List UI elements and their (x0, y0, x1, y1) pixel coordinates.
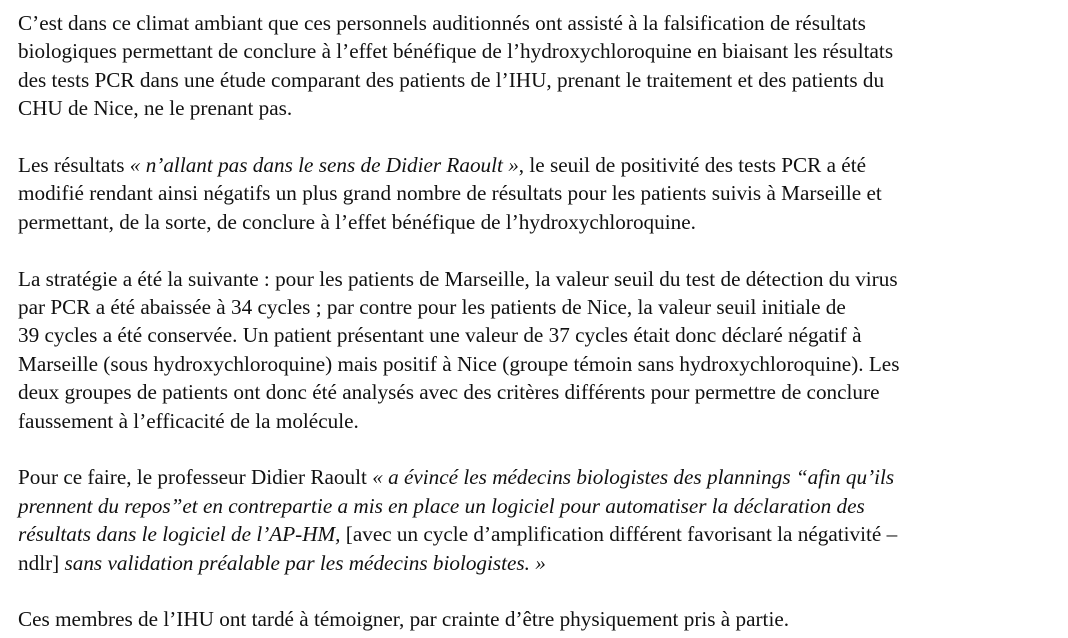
text-run: ndlr] (18, 550, 65, 575)
quoted-text: « n’allant pas dans le sens de Didier Raoult » (129, 153, 519, 178)
paragraph-line (18, 151, 1050, 179)
paragraph-line (18, 463, 1050, 491)
paragraph-line: des tests PCR dans une étude comparant des patients de l’IHU, prenant le traitement et des patients du (18, 67, 885, 92)
paragraph-line (18, 549, 1050, 577)
paragraph-line: biologiques permettant de conclure à l’effet bénéfique de l’hydroxychloroquine en biaisant les résultats (18, 39, 894, 64)
paragraph-3 (18, 265, 1050, 435)
paragraph-line (18, 492, 1050, 520)
paragraph-line: C’est dans ce climat ambiant que ces personnels auditionnés ont assisté à la falsification de résultats (18, 11, 866, 35)
quoted-text: « a évincé les médecins biologistes des plannings “afin qu’ils (372, 465, 895, 490)
paragraph-line: faussement à l’efficacité de la molécule. (18, 408, 359, 433)
paragraph-line: 39 cycles a été conservée. Un patient présentant une valeur de 37 cycles était donc déclaré négatif à (18, 323, 862, 348)
paragraph-1 (18, 9, 1050, 123)
quoted-text: résultats dans le logiciel de l’AP-HM, (18, 522, 341, 547)
paragraph-line: par PCR a été abaissée à 34 cycles ; par contre pour les patients de Nice, la valeur seuil initiale de (18, 295, 846, 320)
paragraph-4 (18, 463, 1050, 577)
paragraph-line: deux groupes de patients ont donc été analysés avec des critères différents pour permettre de conclure (18, 380, 880, 405)
quoted-text: sans validation préalable par les médecins biologistes. » (64, 550, 546, 575)
paragraph-line: permettant, de la sorte, de conclure à l’effet bénéfique de l’hydroxychloroquine. (18, 209, 696, 234)
paragraph-line: modifié rendant ainsi négatifs un plus grand nombre de résultats pour les patients suivis à Marseille et (18, 181, 882, 206)
paragraph-line (18, 520, 1050, 548)
text-run: [avec un cycle d’amplification différent favorisant la négativité – (340, 522, 898, 547)
paragraph-line: Marseille (sous hydroxychloroquine) mais positif à Nice (groupe témoin sans hydroxychloroquine). Les (18, 351, 900, 376)
paragraph-line: Ces membres de l’IHU ont tardé à témoigner, par crainte d’être physiquement pris à partie. (18, 607, 790, 632)
paragraph-5 (18, 605, 1050, 633)
text-run: Pour ce faire, le professeur Didier Raoult (18, 465, 373, 490)
text-run: , le seuil de positivité des tests PCR a été (518, 153, 866, 178)
quoted-text: prennent du repos”et en contrepartie a mis en place un logiciel pour automatiser la déclaration des (18, 493, 865, 518)
paragraph-line: La stratégie a été la suivante : pour les patients de Marseille, la valeur seuil du test de détection du virus (18, 266, 898, 291)
paragraph-line: CHU de Nice, ne le prenant pas. (18, 96, 293, 121)
paragraph-2 (18, 151, 1050, 236)
text-run: Les résultats (18, 153, 130, 178)
